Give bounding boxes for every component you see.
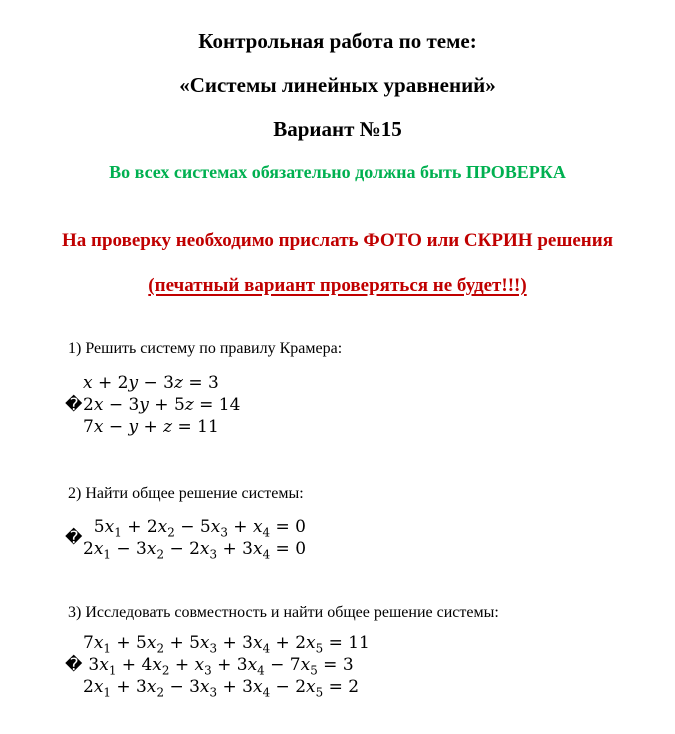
equation-line: 7x − y + z = 11 <box>83 417 219 437</box>
document-title-line-1: Контрольная работа по теме: <box>198 29 477 53</box>
equation-line: $2x_1 + 3x_2 - 3x_3 + 3x_4 - 2x_5 = 2$ <box>83 677 360 700</box>
problem-2 <box>0 483 675 560</box>
notice-check-required: Во всех системах обязательно должна быть ПРОВЕРКА <box>109 162 566 182</box>
problem-2-equations <box>83 516 306 560</box>
problem-3-equations <box>83 632 370 698</box>
document-title-line-3: Вариант №15 <box>273 117 402 141</box>
missing-brace-glyph: � <box>65 654 83 675</box>
problem-1-equations <box>83 372 240 438</box>
problem-3-label: 3) Исследовать совместность и найти общее решение системы: <box>68 604 499 621</box>
notice-printed-warning: (печатный вариант проверяться не будет!!!) <box>148 275 527 296</box>
problem-1-label: 1) Решить систему по правилу Крамера: <box>68 340 343 357</box>
problem-3 <box>0 602 675 698</box>
equation-line: $5x_1 + 2x_2 - 5x_3 + x_4 = 0$ <box>83 517 306 540</box>
problem-2-system <box>65 516 675 560</box>
missing-brace-glyph: � <box>65 394 83 415</box>
document-title-line-2: «Системы линейных уравнений» <box>179 73 496 97</box>
problem-1 <box>0 338 675 438</box>
equation-line: $3x_1 + 4x_2 + x_3 + 3x_4 - 7x_5 = 3$ <box>83 655 354 678</box>
problem-2-label: 2) Найти общее решение системы: <box>68 485 304 502</box>
problem-3-system <box>65 632 675 698</box>
equation-line: $7x_1 + 5x_2 + 5x_3 + 3x_4 + 2x_5 = 11$ <box>83 633 370 656</box>
problem-1-system <box>65 372 675 438</box>
equation-line: 2x − 3y + 5z = 14 <box>83 395 241 415</box>
missing-brace-glyph: � <box>65 527 83 548</box>
equation-line: $2x_1 - 3x_2 - 2x_3 + 3x_4 = 0$ <box>83 539 307 562</box>
notice-send-photo: На проверку необходимо прислать ФОТО или СКРИН решения <box>62 230 613 251</box>
equation-line: x + 2y − 3z = 3 <box>83 373 219 393</box>
